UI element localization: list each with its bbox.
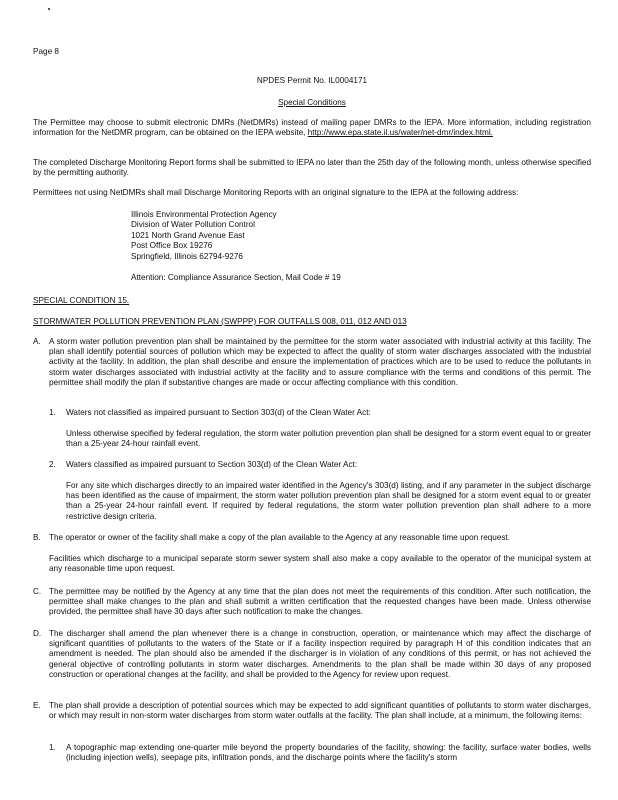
item-a2-heading: Waters classified as impaired pursuant to Section 303(d) of the Clean Water Act: [66,460,358,469]
item-a2-body: For any site which discharges directly to an impaired water identified in the Agency's 303(d) listing, and if any parameter in the subject discharge has been identified as the cause of impairment, the storm water pollution prevention plan shall be designed for a storm event equal to or greater than a 25-year 24-hour rainfall event. If required by federal regulations, the storm water pollution prevention plan shall adhere to a more restrictive design criteria. [66,481,591,521]
item-b-text: The operator or owner of the facility shall make a copy of the plan available to the Agency at any reasonable time upon request. [49,533,511,542]
netdmr-paragraph [33,118,591,138]
item-b-marker: B. [33,533,41,542]
item-d-marker: D. [33,629,42,638]
scan-speck [48,8,50,10]
completed-dmr-paragraph: The completed Discharge Monitoring Report forms shall be submitted to IEPA no later than the 25th day of the following month, unless otherwise specified by the permitting authority. [33,158,591,178]
item-a-text: A storm water pollution prevention plan shall be maintained by the permittee for the storm water associated with industrial activity at this facility. The plan shall identify potential sources of pollution which may be expected to affect the quality of storm water discharges associated with the industrial activity at the facility. In addition, the plan shall describe and ensure the implementation of practices which are to be used to reduce the pollutants in storm water discharges associated with industrial activity at the facility and to assure compliance with the terms and conditions of this permit. The permittee shall modify the plan if substantive changes are made or occur affecting compliance with this condition. [49,337,591,387]
item-d-text: The discharger shall amend the plan whenever there is a change in construction, operation, or maintenance which may affect the discharge of significant quantities of pollutants to the waters of the State or if a facility inspection required by paragraph H of this condition indicates that an amendment is needed. The plan should also be amended if the discharger is in violation of any conditions of this permit, or has not achieved the general objective of controlling pollutants in storm water discharges. Amendments to the plan shall be made within 30 days of any proposed construction or operational changes at the facility, and shall be provided to the Agency for review upon request. [49,629,591,679]
mailing-address [131,210,277,262]
item-a-marker: A. [33,337,41,346]
page-number: Page 8 [33,47,59,56]
swppp-title: STORMWATER POLLUTION PREVENTION PLAN (SWPPP) FOR OUTFALLS 008, 011, 012 AND 013 [33,317,407,326]
item-c-text: The permittee may be notified by the Agency at any time that the plan does not meet the requirements of this condition. After such notification, the permittee shall make changes to the plan and shall submit a written certification that the requested changes have been made. Unless otherwise provided, the permittee shall have 30 days after such notification to make the changes. [49,587,591,617]
item-e1-text: A topographic map extending one-quarter mile beyond the property boundaries of the facility, showing: the facility, surface water bodies, wells (including injection wells), seepage pits, infiltration ponds, and the discharge points where the facility's storm [66,743,591,763]
address-line: Illinois Environmental Protection Agency [131,210,277,219]
item-a2-marker: 2. [49,460,56,469]
item-c-marker: C. [33,587,42,596]
mail-paragraph: Permittees not using NetDMRs shall mail Discharge Monitoring Reports with an original signature to the IEPA at the following address: [33,188,519,197]
netdmr-text: The Permittee may choose to submit electronic DMRs (NetDMRs) instead of mailing paper DMRs to the IEPA. More information, including registration information for the NetDMR program, can be obtained on the IEPA website, [33,118,591,138]
address-line: Post Office Box 19276 [131,241,213,251]
item-e1-marker: 1. [49,743,56,752]
address-line: Springfield, Illinois 62794-9276 [131,251,243,261]
item-a1-heading: Waters not classified as impaired pursuant to Section 303(d) of the Clean Water Act: [66,408,371,417]
item-a1-body: Unless otherwise specified by federal regulation, the storm water pollution prevention plan shall be designed for a storm event equal to or greater than a 25-year 24-hour rainfall event. [66,429,591,449]
item-e-text: The plan shall provide a description of potential sources which may be expected to add significant quantities of pollutants to storm water discharges, or which may result in non-storm water discharges from storm water outfalls at the facility. The plan shall include, at a minimum, the following items: [49,701,591,721]
item-e-marker: E. [33,701,41,710]
attention-line: Attention: Compliance Assurance Section, Mail Code # 19 [131,273,341,282]
item-a1-marker: 1. [49,408,56,417]
address-line: Division of Water Pollution Control [131,220,255,230]
address-line: 1021 North Grand Avenue East [131,230,245,240]
section-title: Special Conditions [278,98,346,107]
special-condition-heading: SPECIAL CONDITION 15. [33,296,130,305]
permit-number: NPDES Permit No. IL0004171 [256,76,368,85]
netdmr-link[interactable]: http://www.epa.state.il.us/water/net-dmr/index.html. [307,128,493,138]
item-b-text-2: Facilities which discharge to a municipal separate storm sewer system shall also make a copy available to the operator of the municipal system at any reasonable time upon request. [49,554,591,574]
